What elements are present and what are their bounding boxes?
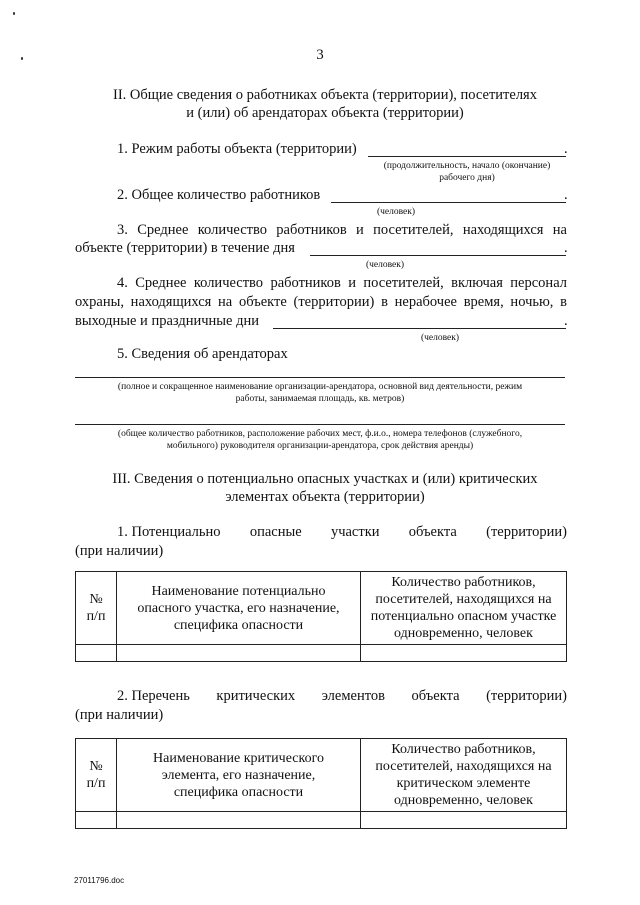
item5-label: 5. Сведения об арендаторах <box>117 346 288 362</box>
section3-item2-line2: (при наличии) <box>75 707 164 723</box>
section3-title-line2: элементах объекта (территории) <box>225 489 425 505</box>
item2-label: 2. Общее количество работников <box>117 187 321 203</box>
table-empty-row <box>76 645 567 662</box>
item1-word-5: (территории) <box>486 524 567 540</box>
col-number-header: № п/п <box>76 572 117 645</box>
col-count-header: Количество работников, посетителей, находящихся на критическом элементе одновременно, человек <box>361 739 567 812</box>
section3-item1-line2: (при наличии) <box>75 543 164 559</box>
item1-word-2: опасные <box>249 524 302 540</box>
item3-fill-line <box>310 255 566 256</box>
item2-word-4: объекта <box>411 688 460 704</box>
table-cell <box>117 812 361 829</box>
item2-fill-line <box>331 202 566 203</box>
section2-title-line1: II. Общие сведения о работниках объекта (территории), посетителях <box>113 87 537 103</box>
item2-word-3: элементов <box>321 688 385 704</box>
item1-word-4: объекта <box>408 524 457 540</box>
table-cell <box>117 645 361 662</box>
item2-note: (человек) <box>376 207 416 217</box>
section2-title-line2: и (или) об арендаторах объекта (территории) <box>186 105 464 121</box>
item1-note-line1: (продолжительность, начало (окончание) <box>383 161 551 171</box>
footer-filename: 27011796.doc <box>74 876 125 885</box>
table-cell <box>76 812 117 829</box>
table-header-row <box>76 572 567 645</box>
item5-fill-line1 <box>75 377 565 378</box>
col-name-header: Наименование критического элемента, его назначение, специфика опасности <box>117 739 361 812</box>
table-empty-row <box>76 812 567 829</box>
item1-word-1: 1. Потенциально <box>117 524 221 540</box>
item4-note: (человек) <box>420 333 460 343</box>
item4-period: . <box>564 313 568 329</box>
item4-line2: охраны, находящихся на объекте (территории) в нерабочее время, ночью, в <box>75 294 567 310</box>
item1-period: . <box>564 141 568 157</box>
item5-note1-line2: работы, занимаемая площадь, кв. метров) <box>235 394 405 404</box>
item2-word-2: критических <box>216 688 296 704</box>
page-number: 3 <box>316 47 324 63</box>
item2-word-5: (территории) <box>486 688 567 704</box>
table-header-row <box>76 739 567 812</box>
item3-line2: объекте (территории) в течение дня <box>75 240 295 256</box>
item4-line3: выходные и праздничные дни <box>75 313 260 329</box>
hazard-areas-table <box>75 571 567 662</box>
item2-word-1: 2. Перечень <box>117 688 190 704</box>
item5-note2-line1: (общее количество работников, расположение рабочих мест, ф.и.о., номера телефонов (служебного, <box>117 429 523 439</box>
item1-label: 1. Режим работы объекта (территории) <box>117 141 357 157</box>
section3-item2-line1 <box>117 687 567 705</box>
table-cell <box>361 812 567 829</box>
table-cell <box>361 645 567 662</box>
item5-note2-line2: мобильного) руководителя организации-арендатора, срок действия аренды) <box>166 441 474 451</box>
section3-item1-line1 <box>117 523 567 541</box>
item1-fill-line <box>368 156 566 157</box>
item1-note-line2: рабочего дня) <box>439 173 495 183</box>
item4-fill-line <box>273 328 566 329</box>
item1-word-3: участки <box>330 524 380 540</box>
section3-title-line1: III. Сведения о потенциально опасных участках и (или) критических <box>112 471 538 487</box>
table-cell <box>76 645 117 662</box>
item5-fill-line2 <box>75 424 565 425</box>
col-count-header: Количество работников, посетителей, находящихся на потенциально опасном участке одновременно, человек <box>361 572 567 645</box>
col-number-header: № п/п <box>76 739 117 812</box>
item3-period: . <box>564 240 568 256</box>
item3-line1: 3. Среднее количество работников и посетителей, находящихся на <box>117 222 567 238</box>
item3-note: (человек) <box>365 260 405 270</box>
item5-note1-line1: (полное и сокращенное наименование организации-арендатора, основной вид деятельности, режим <box>117 382 523 392</box>
scan-speck <box>13 12 15 15</box>
item2-period: . <box>564 187 568 203</box>
item4-line1: 4. Среднее количество работников и посетителей, включая персонал <box>117 275 567 291</box>
col-name-header: Наименование потенциально опасного участка, его назначение, специфика опасности <box>117 572 361 645</box>
critical-elements-table <box>75 738 567 829</box>
